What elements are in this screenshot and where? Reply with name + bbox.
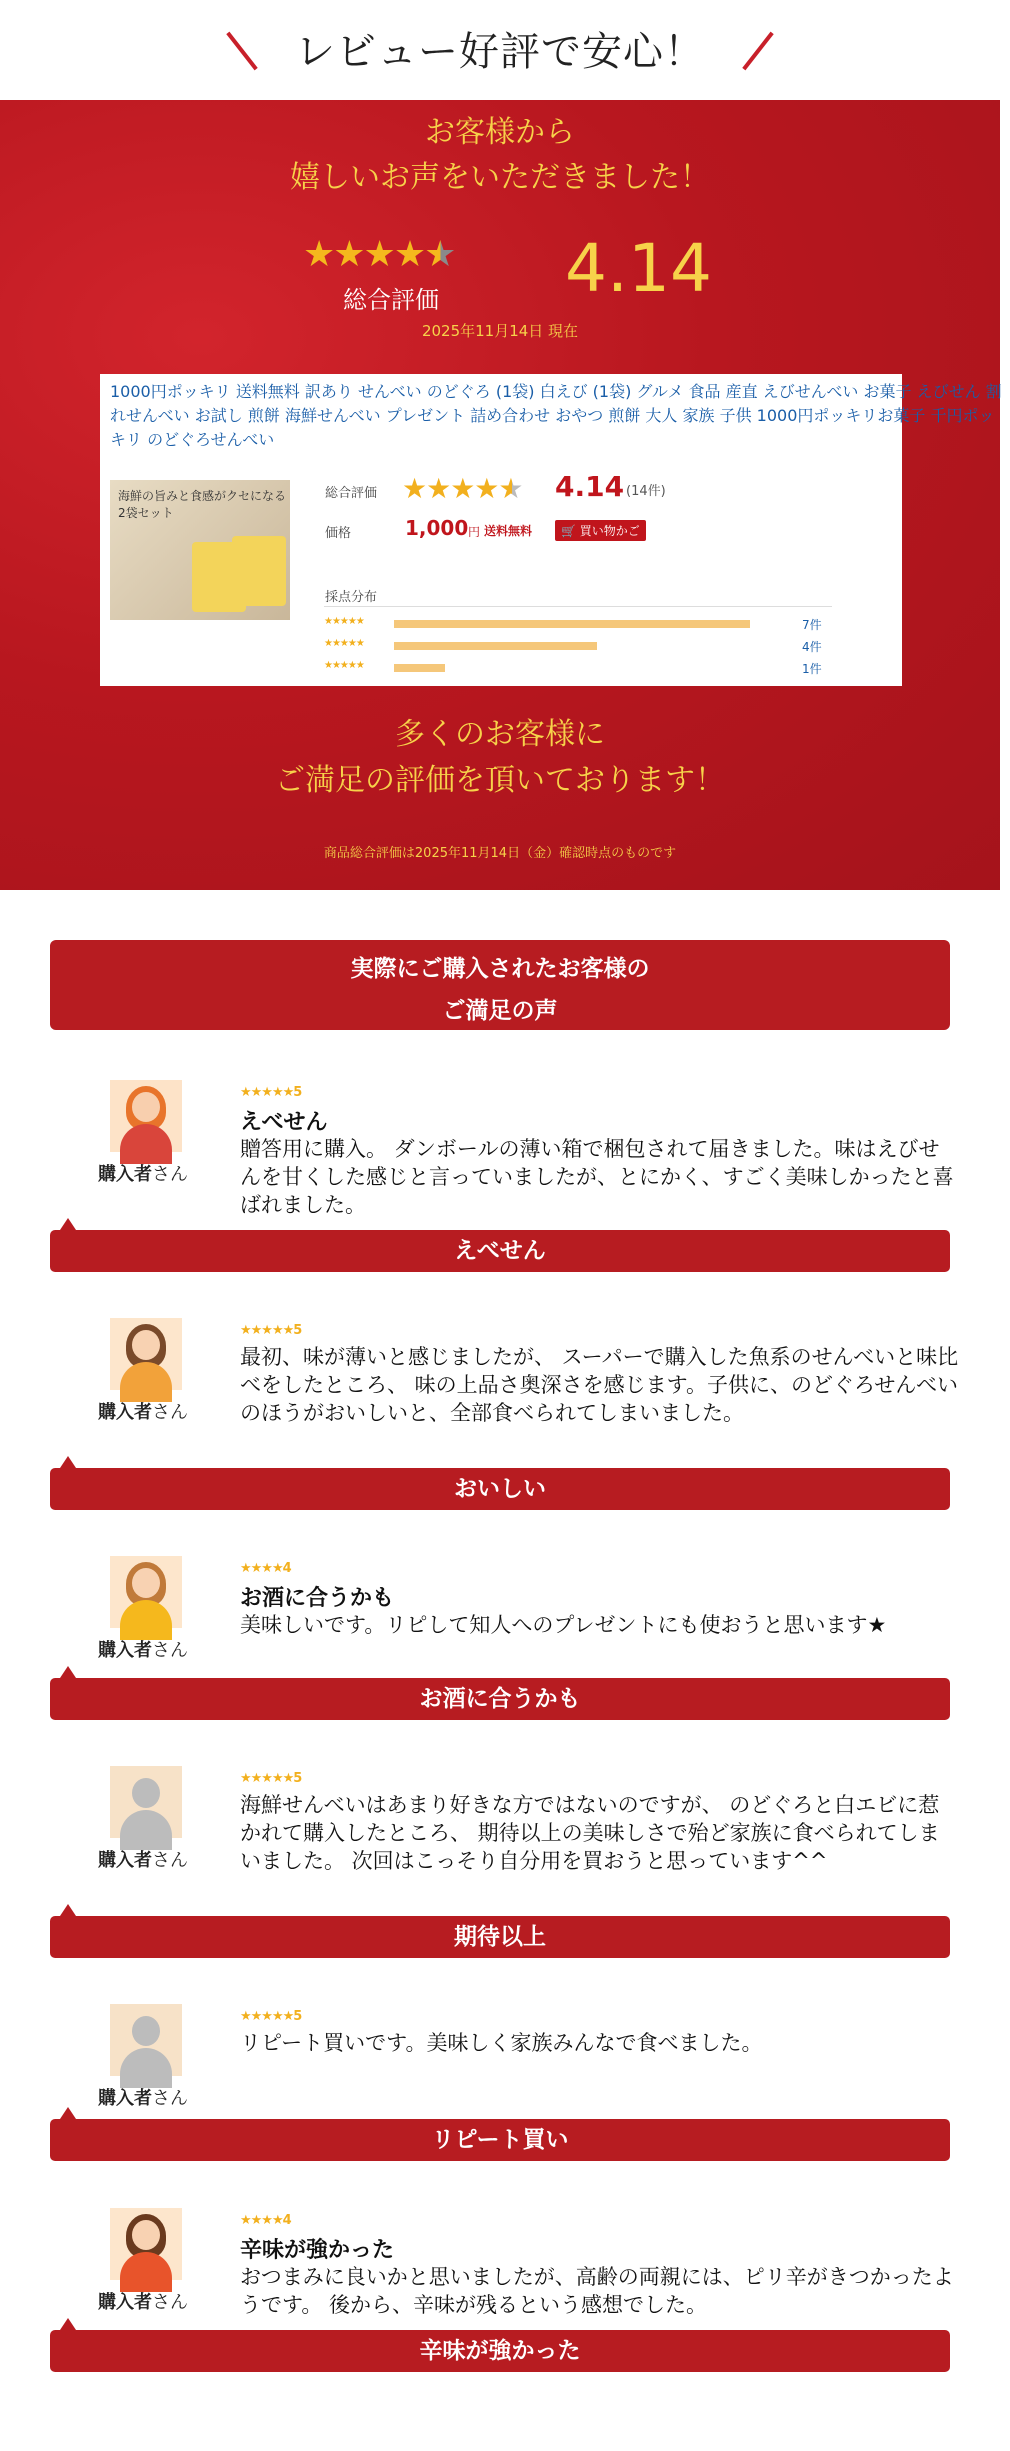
card-score: 4.14 [555, 470, 625, 503]
review-title: えべせん [240, 1110, 328, 1135]
review-body: 美味しいです。リピして知人へのプレゼントにも使おうと思います★ [240, 1613, 887, 1637]
summary-score: 4.14 [565, 230, 712, 307]
customer-voices-banner [50, 940, 950, 1030]
review-stars: ★★★★★5 [240, 1085, 302, 1100]
distribution-bar [394, 620, 750, 628]
product-price: 1,000 [405, 516, 469, 540]
buyer-name: 購入者さん [98, 1640, 188, 1661]
review-body: 海鮮せんべいはあまり好きな方ではないのですが、 のどぐろと白エビに惹かれて購入したところ、 期待以上の美味しさで殆ど家族に食べられてしまいました。 次回はこっそり自分用を買おうと思っています^^ [240, 1793, 940, 1873]
review-banner: えべせん [50, 1230, 950, 1272]
voices-banner-line2: ご満足の声 [442, 998, 558, 1024]
review-body: 贈答用に購入。 ダンボールの薄い箱で梱包されて届きました。味はえびせんを甘くした感じと言っていましたが、とにかく、すごく美味しかったと喜ばれました。 [240, 1137, 954, 1217]
product-title-link[interactable]: 1000円ポッキリ 送料無料 訳あり せんべい のどぐろ (1袋) 白えび (1袋) グルメ 食品 産直 えびせんべい お菓子 えびせん 割れせんべい お試し 煎餅 海鮮せんべい プレゼント 詰め合わせ おやつ 煎餅 大人 家族 子供 1000円ポッキリお菓子 千円ポッキリ のどぐろせんべい [110, 382, 1002, 449]
avatar [110, 2004, 182, 2076]
buyer-name: 購入者さん [98, 2088, 188, 2109]
distribution-count[interactable]: 7件 [802, 618, 822, 632]
avatar [110, 1766, 182, 1838]
distribution-stars: ★★★★★ [324, 660, 364, 671]
cart-button-label: 買い物かご [579, 524, 640, 538]
review-body: おつまみに良いかと思いましたが、高齢の両親には、ピリ辛がきつかったようです。 後から、辛味が残るという感想でした。 [240, 2265, 954, 2317]
card-rating-label: 総合評価 [325, 486, 378, 501]
distribution-count[interactable]: 4件 [802, 640, 822, 654]
distribution-bar [394, 642, 597, 650]
satisfaction-line1: 多くのお客様に [395, 717, 605, 752]
distribution-row [324, 616, 844, 632]
distribution-row [324, 660, 844, 676]
distribution-bar [394, 664, 445, 672]
page-title: レビュー好評で安心！ [295, 29, 705, 75]
review-stars: ★★★★★5 [240, 2009, 302, 2024]
summary-rating-label: 総合評価 [343, 286, 439, 314]
avatar [110, 1318, 182, 1390]
buyer-name: 購入者さん [98, 2292, 188, 2313]
card-review-count[interactable]: (14件) [626, 484, 666, 499]
satisfaction-line2: ご満足の評価を頂いております！ [275, 763, 725, 798]
buyer-name: 購入者さん [98, 1164, 188, 1185]
divider [324, 606, 832, 607]
distribution-row [324, 638, 844, 654]
buyer-name: 購入者さん [98, 1402, 188, 1423]
review-stars: ★★★★★5 [240, 1323, 302, 1338]
review-banner: リピート買い [50, 2119, 950, 2161]
rating-summary-section [0, 100, 1000, 890]
review-body: 最初、味が薄いと感じましたが、 スーパーで購入した魚系のせんべいと味比べをしたところ、 味の上品さ奥深さを感じます。子供に、のどぐろせんべいのほうがおいしいと、全部食べられてしまいました。 [240, 1345, 959, 1425]
page-header [0, 0, 1000, 100]
review-title: 辛味が強かった [240, 2238, 395, 2263]
review-stars: ★★★★★5 [240, 1771, 302, 1786]
price-unit: 円 [468, 525, 481, 539]
shipping-label: 送料無料 [484, 524, 533, 538]
distribution-stars: ★★★★★ [324, 638, 364, 649]
review-banner: おいしい [50, 1468, 950, 1510]
product-image-caption: 海鮮の旨みと食感がクセになる 2袋セット [118, 489, 287, 520]
review-banner: 期待以上 [50, 1916, 950, 1958]
product-card[interactable] [100, 374, 1002, 686]
distribution-count[interactable]: 1件 [802, 662, 822, 676]
rating-date-note: 商品総合評価は2025年11月14日（金）確認時点のものです [323, 846, 677, 861]
summary-heading-line1: お客様から [425, 115, 575, 150]
review-stars: ★★★★4 [240, 2213, 291, 2228]
cart-icon: 🛒 [561, 524, 576, 538]
cart-button[interactable] [555, 520, 646, 541]
review-title: お酒に合うかも [240, 1586, 395, 1611]
distribution-stars: ★★★★★ [324, 616, 364, 627]
avatar [110, 1080, 182, 1152]
card-price-label: 価格 [325, 526, 352, 541]
review-banner: お酒に合うかも [50, 1678, 950, 1720]
product-image[interactable] [110, 480, 290, 620]
avatar [110, 2208, 182, 2280]
summary-heading-line2: 嬉しいお声をいただきました！ [290, 160, 710, 195]
package-icon [232, 536, 286, 606]
review-stars: ★★★★4 [240, 1561, 291, 1576]
distribution-label: 採点分布 [325, 590, 378, 605]
summary-date: 2025年11月14日 現在 [421, 322, 579, 340]
voices-banner-line1: 実際にご購入されたお客様の [350, 956, 650, 982]
review-body: リピート買いです。美味しく家族みんなで食べました。 [240, 2031, 763, 2055]
summary-stars: ★★★★★ [303, 234, 455, 275]
card-stars: ★★★★★ [402, 472, 523, 505]
avatar [110, 1556, 182, 1628]
review-banner: 辛味が強かった [50, 2330, 950, 2372]
buyer-name: 購入者さん [98, 1850, 188, 1871]
